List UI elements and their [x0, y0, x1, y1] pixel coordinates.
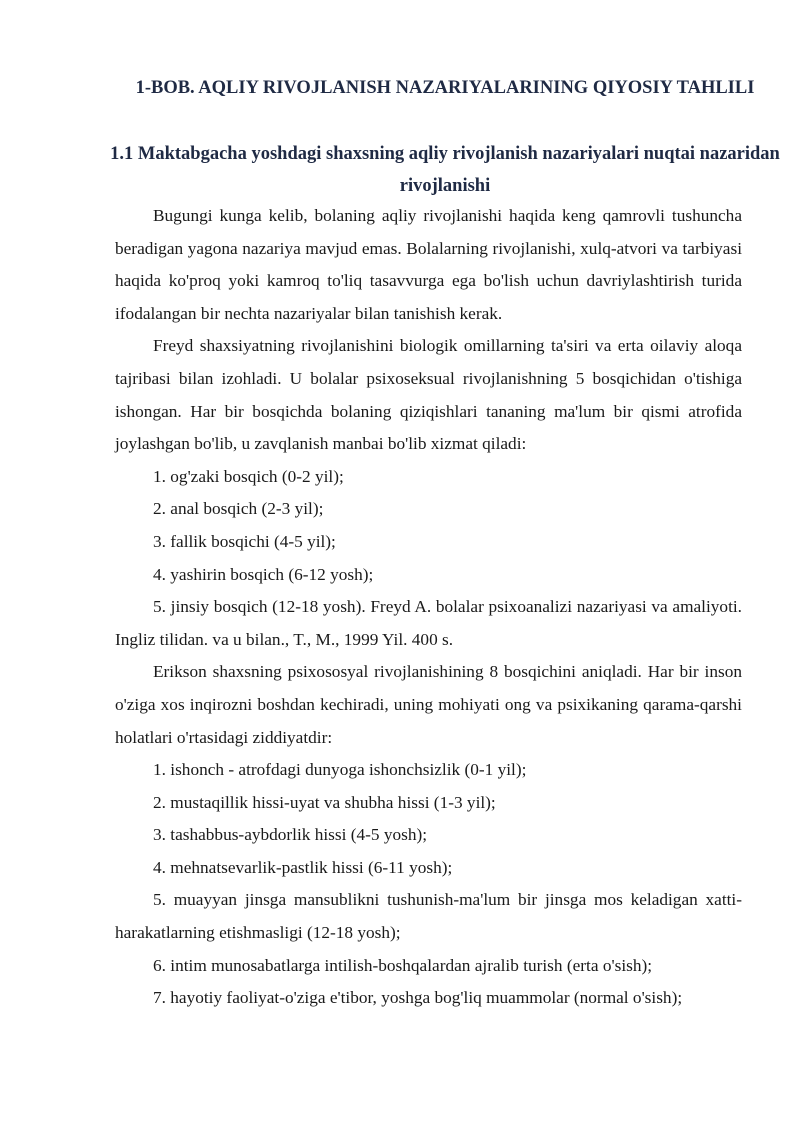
freud-paragraph: Freyd shaxsiyatning rivojlanishini biologik omillarning ta'siri va erta oilaviy aloqa tajribasi bilan izohladi. U bolalar psixoseksual rivojlanishning 5 bosqichidan o'tishiga ishongan. Har bir bosqichda bolaning qiziqishlari tananing ma'lum bir qismi atrofida joylashgan bo'lib, u zavqlanish manbai bo'lib xizmat qiladi:	[115, 336, 742, 454]
chapter-title: 1-BOB. AQLIY RIVOJLANISH NAZARIYALARINING QIYOSIY TAHLILI	[135, 78, 755, 98]
erikson-stage-item: 6. intim munosabatlarga intilish-boshqalardan ajralib turish (erta o'sish);	[153, 955, 653, 975]
erikson-stage-item: 4. mehnatsevarlik-pastlik hissi (6-11 yosh);	[153, 857, 453, 877]
section-title: 1.1 Maktabgacha yoshdagi shaxsning aqliy rivojlanish nazariyalari nuqtai nazaridan rivojlanishi	[110, 144, 780, 196]
body-text	[115, 200, 742, 1015]
freud-stage-item: 2. anal bosqich (2-3 yil);	[153, 499, 324, 519]
erikson-paragraph: Erikson shaxsning psixososyal rivojlanishining 8 bosqichini aniqladi. Har bir inson o'ziga xos inqirozni boshdan kechiradi, uning mohiyati ong va psixikaning qarama-qarshi holatlari o'rtasidagi ziddiyatdir:	[115, 662, 742, 747]
freud-stage-item: 3. fallik bosqichi (4-5 yil);	[153, 531, 336, 551]
erikson-stage-item: 7. hayotiy faoliyat-o'ziga e'tibor, yoshga bog'liq muammolar (normal o'sish);	[153, 988, 683, 1008]
freud-stage-item: 4. yashirin bosqich (6-12 yosh);	[153, 564, 374, 584]
erikson-stage-item: 1. ishonch - atrofdagi dunyoga ishonchsizlik (0-1 yil);	[153, 760, 527, 780]
intro-paragraph: Bugungi kunga kelib, bolaning aqliy rivojlanishi haqida keng qamrovli tushuncha beradigan yagona nazariya mavjud emas. Bolalarning rivojlanishi, xulq-atvori va tarbiyasi haqida ko'proq yoki kamroq to'liq tasavvurga ega bo'lish uchun davriylashtirish turida ifodalangan bir nechta nazariyalar bilan tanishish kerak.	[115, 206, 742, 323]
erikson-stage-item: 5. muayyan jinsga mansublikni tushunish-ma'lum bir jinsga mos keladigan xatti-harakatlarning etishmasligi (12-18 yosh);	[115, 890, 742, 943]
erikson-stage-item: 3. tashabbus-aybdorlik hissi (4-5 yosh);	[153, 825, 428, 845]
freud-stage-item: 5. jinsiy bosqich (12-18 yosh). Freyd A. bolalar psixoanalizi nazariyasi va amaliyoti. Ingliz tilidan. va u bilan., T., M., 1999 Yil. 400 s.	[115, 597, 742, 649]
erikson-stage-item: 2. mustaqillik hissi-uyat va shubha hissi (1-3 yil);	[153, 792, 496, 812]
freud-stage-item: 1. og'zaki bosqich (0-2 yil);	[153, 466, 344, 486]
